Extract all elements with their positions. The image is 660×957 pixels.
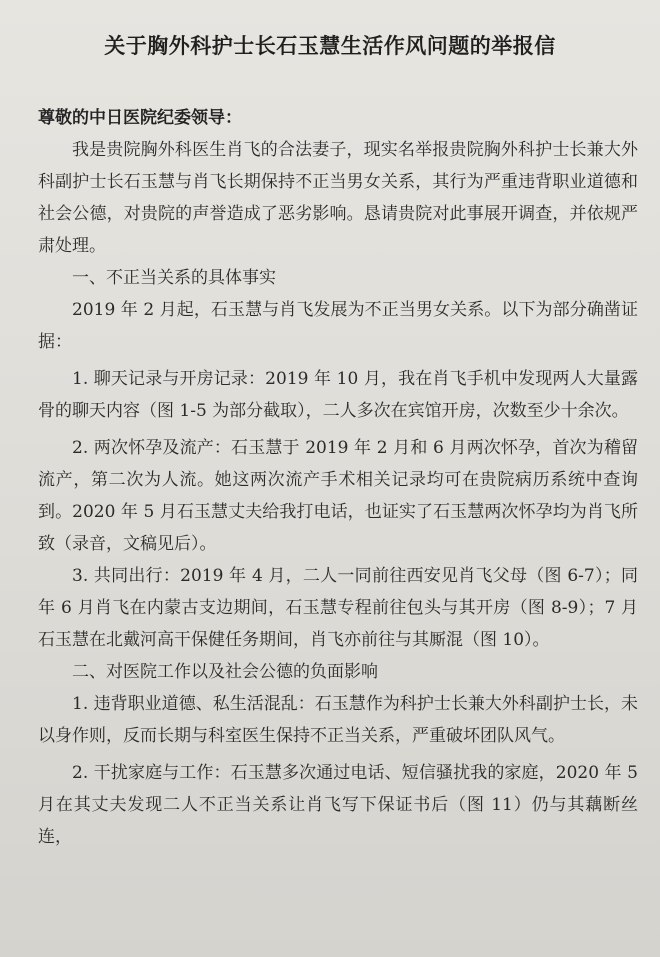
section-2-heading: 二、对医院工作以及社会公德的负面影响 xyxy=(72,662,378,682)
evidence-item-travel: 3. 共同出行：2019 年 4 月，二人一同前往西安见肖飞父母（图 6-7）；同年 6 月肖飞在内蒙古支边期间，石玉慧专程前往包头与其开房（图 8-9）；7 月石玉慧在北戴河高干保健任务期间，肖飞亦前往与其厮混（图 10）。 xyxy=(38,566,638,650)
evidence-item-pregnancies: 2. 两次怀孕及流产：石玉慧于 2019 年 2 月和 6 月两次怀孕，首次为稽留流产，第二次为人流。她这两次流产手术相关记录均可在贵院病历系统中查询到。2020 年 5 月石玉慧丈夫给我打电话，也证实了石玉慧两次怀孕均为肖飞所致（录音，文稿见后）。 xyxy=(38,438,638,554)
salutation: 尊敬的中日医院纪委领导： xyxy=(38,108,242,128)
letter-body xyxy=(38,134,638,853)
evidence-item-chat-records: 1. 聊天记录与开房记录：2019 年 10 月，我在肖飞手机中发现两人大量露骨的聊天内容（图 1-5 为部分截取），二人多次在宾馆开房，次数至少十余次。 xyxy=(38,369,638,421)
intro-paragraph: 我是贵院胸外科医生肖飞的合法妻子，现实名举报贵院胸外科护士长兼大外科副护士长石玉慧与肖飞长期保持不正当男女关系，其行为严重违背职业道德和社会公德，对贵院的声誉造成了恶劣影响。恳请贵院对此事展开调查，并依规严肃处理。 xyxy=(38,140,638,256)
page-bottom-shadow xyxy=(0,917,660,957)
section-1-heading: 一、不正当关系的具体事实 xyxy=(72,268,276,288)
impact-item-harassment: 2. 干扰家庭与工作：石玉慧多次通过电话、短信骚扰我的家庭，2020 年 5 月在其丈夫发现二人不正当关系让肖飞写下保证书后（图 11）仍与其藕断丝连， xyxy=(38,763,638,847)
section-1-summary: 2019 年 2 月起，石玉慧与肖飞发展为不正当男女关系。以下为部分确凿证据： xyxy=(38,300,638,352)
letter-title: 关于胸外科护士长石玉慧生活作风问题的举报信 xyxy=(104,34,556,58)
impact-item-ethics: 1. 违背职业道德、私生活混乱：石玉慧作为科护士长兼大外科副护士长，未以身作则，反而长期与科室医生保持不正当关系，严重破坏团队风气。 xyxy=(38,694,638,746)
